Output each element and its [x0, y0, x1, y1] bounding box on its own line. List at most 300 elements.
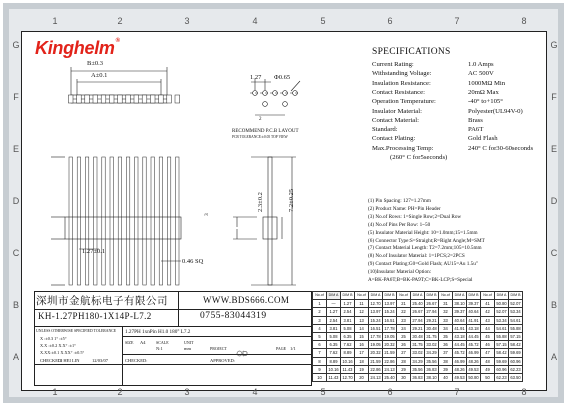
table-cell: 20.32 [384, 342, 395, 348]
table-cell: 41.91 [468, 317, 479, 323]
table-cell: 37 [439, 349, 453, 357]
table-cell: 8.89 [341, 349, 355, 357]
approved-label: APPROVED: [210, 358, 236, 363]
page-value: 1/1 [290, 346, 296, 351]
spec-row [372, 70, 494, 77]
grid-col-8-bottom: 8 [521, 387, 527, 397]
table-cell: 17.78 [370, 334, 381, 340]
note-line: (7) Contact Material Length: T2=7.2mm;105=10.5mm [368, 245, 482, 252]
table-cell: 12.70 [342, 374, 353, 380]
spec-row [372, 98, 503, 105]
table-cell: 50.80 [496, 301, 507, 307]
table-cell: 29 [397, 365, 411, 373]
pin [110, 157, 113, 285]
table-cell: 18 [355, 357, 369, 365]
table-cell: 26.67 [412, 309, 423, 315]
dim-h2: 3 [204, 213, 210, 216]
spec-row [372, 145, 533, 152]
table-cell: 2.54 [341, 308, 355, 316]
table-header: DIM B [467, 292, 481, 300]
table-cell: 5 [313, 332, 327, 340]
table-cell: 38.10 [454, 301, 465, 307]
page-label: PAGE [276, 346, 287, 351]
table-cell: 16.51 [384, 317, 395, 323]
table-cell: 36.83 [426, 366, 437, 372]
grid-row-G-left: G [12, 40, 20, 50]
table-cell: 53.34 [510, 309, 521, 315]
table-cell: 34 [439, 324, 453, 332]
grid-row-E-right: E [550, 144, 557, 154]
dim-total: 7.2±0.25 [288, 188, 295, 212]
table-cell: 24.13 [370, 374, 381, 380]
table-cell: 48 [481, 357, 495, 365]
dimension-table [312, 291, 523, 382]
spec-value: Polyester(UL94V-0) [468, 107, 523, 115]
pin-top [134, 95, 139, 103]
pin [77, 157, 80, 285]
table-row [313, 373, 523, 381]
table-cell: 29.21 [412, 325, 423, 331]
spec-label: Current Rating: [372, 61, 414, 68]
dim-pitch: 1.27 [250, 74, 262, 81]
table-cell: 19.05 [370, 342, 381, 348]
table-cell: 44 [481, 324, 495, 332]
table-header: DIM A [453, 292, 467, 300]
pin-top [150, 95, 155, 103]
table-cell: 44.45 [454, 342, 465, 348]
table-cell: 40.64 [454, 317, 465, 323]
dim-a-small: 2 [259, 117, 262, 122]
table-cell: 27 [397, 349, 411, 357]
table-cell: 6 [313, 341, 327, 349]
product-description: 1.27PH 1xnPin H1.0 180° L7.2 [125, 329, 191, 335]
table-cell: 13.97 [384, 301, 395, 307]
pin [85, 157, 88, 285]
pin [69, 157, 72, 285]
spec-value: (260° C for5seconds) [390, 154, 448, 161]
table-cell: 46 [481, 341, 495, 349]
table-cell: 12.70 [370, 301, 381, 307]
table-cell: 39.37 [454, 309, 465, 315]
scale-label: SCALE [156, 340, 169, 345]
pin [143, 157, 146, 285]
grid-col-5-bottom: 5 [320, 387, 326, 397]
table-cell: 16 [355, 341, 369, 349]
table-cell: 10 [313, 373, 327, 381]
pin-array [68, 95, 179, 285]
table-cell: 43 [481, 316, 495, 324]
table-cell: 29.21 [426, 317, 437, 323]
pin [126, 157, 129, 285]
table-row [313, 357, 523, 365]
table-cell: 23 [397, 316, 411, 324]
table-cell: 48.26 [468, 358, 479, 364]
table-cell: 62.23 [510, 366, 521, 372]
note-line: (1) Pin Spacing: 127=1.27mm [368, 198, 431, 204]
dim-a: A±0.1 [91, 72, 108, 79]
table-cell: 36 [439, 341, 453, 349]
note-line: A=BK-PA6T;B=BK-PA9T;C=BK-LCP;S=Special [368, 277, 473, 284]
table-cell: 34.29 [426, 350, 437, 356]
dim-insulator: 2.3±0.2 [257, 192, 264, 212]
table-cell: 41 [481, 300, 495, 308]
table-cell: 19.05 [384, 334, 395, 340]
spec-row [372, 80, 505, 87]
spec-label: Operation Temperature: [372, 98, 436, 106]
checked2-label: CHECKED: [125, 358, 148, 363]
pin [159, 157, 162, 285]
unit-value: mm [184, 346, 192, 351]
note-line: (5) Insulator Material Height: 10=1.0mm;15=1.5mm [368, 229, 478, 236]
table-cell: 10.16 [342, 358, 353, 364]
spec-row [372, 135, 498, 142]
spec-label: Withstanding Voltage: [372, 70, 432, 78]
table-row [313, 332, 523, 340]
table-cell: 22.86 [370, 366, 381, 372]
table-cell: 22 [397, 308, 411, 316]
grid-row-F-left: F [13, 92, 19, 102]
spec-label: Max.Processing Temp: [372, 144, 434, 152]
table-cell: 11.43 [341, 365, 355, 373]
part-number-notes [368, 198, 485, 285]
grid-col-7-bottom: 7 [454, 387, 460, 397]
tolerance-3: X.XX:±0.1 X.XX° :±0.5° [40, 350, 85, 355]
table-cell: 3.81 [327, 324, 341, 332]
table-cell: 38 [439, 357, 453, 365]
table-cell: 47 [481, 349, 495, 357]
spec-label: Contact Plating: [372, 135, 416, 143]
table-cell: 30.48 [412, 334, 423, 340]
table-header: DIM A [411, 292, 425, 300]
table-cell: 35.56 [412, 366, 423, 372]
table-cell: 26 [397, 341, 411, 349]
spec-row [372, 117, 483, 124]
table-cell: 15 [355, 332, 369, 340]
spec-value: Brass [468, 116, 483, 124]
table-cell: 4 [313, 324, 327, 332]
table-row [313, 324, 523, 332]
grid-col-6-bottom: 6 [387, 387, 393, 397]
table-cell: 48.26 [454, 366, 465, 372]
spec-value: Gold Flash [468, 135, 498, 143]
table-cell: 25.40 [384, 374, 395, 380]
table-cell: 6.35 [327, 341, 341, 349]
table-header: DIM A [495, 292, 509, 300]
table-cell: 19 [355, 365, 369, 373]
table-header: DIM B [341, 292, 355, 300]
table-cell: 1.27 [341, 300, 355, 308]
table-header: No.of [481, 292, 495, 300]
table-cell: 30 [397, 373, 411, 381]
pin [118, 157, 121, 285]
table-cell: 24 [397, 324, 411, 332]
table-cell: 52.07 [510, 301, 521, 307]
spec-value: 20mΩ Max [468, 88, 499, 96]
note-line: (2) Product Name: PH=Pin Header [368, 205, 441, 212]
spec-row [372, 108, 523, 115]
grid-col-7-top: 7 [454, 16, 460, 26]
table-row [313, 341, 523, 349]
spec-value: AC 500V [468, 70, 494, 78]
pin-top [85, 95, 90, 103]
grid-row-D-left: D [12, 196, 20, 206]
drawing-date: 12/03/07 [92, 358, 109, 363]
pin [167, 157, 170, 285]
phone: 0755-83044319 [200, 311, 267, 321]
table-cell: 49.53 [454, 374, 465, 380]
table-cell: 13 [355, 316, 369, 324]
pin-top [159, 95, 164, 103]
table-header-row [313, 292, 523, 300]
table-cell: 7 [313, 349, 327, 357]
grid-col-6-top: 6 [387, 16, 393, 26]
table-cell: 27.94 [426, 309, 437, 315]
spec-value: 1.0 Amps [468, 61, 494, 68]
table-cell: 22.86 [384, 358, 395, 364]
table-cell: 2 [313, 308, 327, 316]
table-cell: 40 [439, 373, 453, 381]
table-cell: 33 [439, 316, 453, 324]
table-header: DIM B [383, 292, 397, 300]
dim-b: B±0.3 [87, 60, 104, 67]
table-cell: 60.96 [496, 366, 507, 372]
table-cell: — [327, 300, 341, 308]
table-cell: 58.42 [496, 350, 507, 356]
table-cell: 21.59 [370, 358, 381, 364]
table-cell: 11.43 [327, 373, 341, 381]
scale-value: N:1 [156, 346, 163, 351]
table-cell: 3.81 [341, 316, 355, 324]
tolerance-2: X.X :±0.2 X.X° :±1° [40, 343, 76, 348]
table-cell: 13.97 [370, 309, 381, 315]
checked-label: CHECKED: [40, 358, 63, 363]
table-cell: 50.80 [468, 374, 479, 380]
spec-value: 240° C for30-60seconds [468, 144, 534, 152]
table-header: DIM A [369, 292, 383, 300]
table-cell: 5.08 [327, 332, 341, 340]
table-cell: 15.24 [384, 309, 395, 315]
table-cell: 54.61 [510, 317, 521, 323]
note-line: (4) No.of Pins Per Row: 1~50 [368, 221, 431, 228]
table-cell: 52.07 [496, 309, 507, 315]
pin-top [175, 95, 180, 103]
table-cell: 26.67 [426, 301, 437, 307]
projection-symbol [236, 344, 248, 351]
grid-col-8-top: 8 [521, 16, 527, 26]
pin-top [109, 95, 114, 103]
table-cell: 55.88 [496, 334, 507, 340]
table-cell: 46.99 [454, 358, 465, 364]
grid-col-2-top: 2 [117, 16, 123, 26]
table-cell: 53.34 [496, 317, 507, 323]
grid-row-B-right: B [550, 300, 557, 310]
pin-top [118, 95, 123, 103]
grid-col-2-bottom: 2 [117, 387, 123, 397]
table-cell: 8.89 [327, 357, 341, 365]
grid-col-1-bottom: 1 [52, 387, 58, 397]
table-cell: 11 [355, 300, 369, 308]
grid-row-C-right: C [550, 248, 558, 258]
table-cell: 45.72 [468, 342, 479, 348]
table-cell: 28 [397, 357, 411, 365]
table-cell: 25 [397, 332, 411, 340]
unit-label: UNIT [184, 340, 194, 345]
table-cell: 49 [481, 365, 495, 373]
grid-row-E-left: E [12, 144, 19, 154]
spec-label: Standard: [372, 126, 398, 134]
table-cell: 42 [481, 308, 495, 316]
table-cell: 43.18 [468, 325, 479, 331]
table-cell: 1 [313, 300, 327, 308]
table-cell: 2.54 [327, 316, 341, 324]
table-cell: 1.27 [327, 308, 341, 316]
spec-value: -40° to+105° [468, 98, 503, 106]
table-cell: 35.56 [426, 358, 437, 364]
table-cell: 9 [313, 365, 327, 373]
table-row [313, 349, 523, 357]
pin [151, 157, 154, 285]
grid-col-4-top: 4 [252, 16, 258, 26]
spec-row [372, 61, 494, 68]
spec-label: Insulation Resistance: [372, 79, 431, 87]
pin-top [68, 95, 73, 103]
spec-row [372, 89, 499, 96]
pcb-sublabel: PCB TOLERANCE:±0.05 TOP VIEW [232, 135, 288, 139]
table-cell: 5.08 [341, 324, 355, 332]
table-cell: 54.61 [496, 325, 507, 331]
table-cell: 59.69 [510, 350, 521, 356]
spec-value: 1000MΩ Min [468, 79, 506, 87]
pin-top [93, 95, 98, 103]
size-value: A4 [140, 340, 146, 345]
table-cell: 49.53 [468, 366, 479, 372]
specs-title: SPECIFICATIONS [372, 47, 451, 57]
table-cell: 57.15 [496, 342, 507, 348]
part-number: KH-1.27PH180-1X14P-L7.2 [38, 311, 152, 321]
size-label: SIZE [125, 340, 134, 345]
table-cell: 55.88 [510, 325, 521, 331]
table-cell: 63.50 [510, 374, 521, 380]
table-cell: 59.69 [496, 358, 507, 364]
table-cell: 57.15 [510, 334, 521, 340]
project-label: PROJECT [210, 346, 227, 351]
table-cell: 20 [355, 373, 369, 381]
table-cell: 30.48 [426, 325, 437, 331]
dim-hole: Φ0.65 [274, 74, 291, 81]
table-cell: 8 [313, 357, 327, 365]
table-cell: 31 [439, 300, 453, 308]
spec-label: Contact Material: [372, 116, 419, 124]
grid-row-A-right: A [550, 352, 557, 362]
spec-row [372, 126, 483, 133]
website: WWW.BDS666.COM [203, 295, 290, 305]
table-cell: 15.24 [370, 317, 381, 323]
table-cell: 7.62 [341, 341, 355, 349]
pin-top [77, 95, 82, 103]
table-header: No.of [313, 292, 327, 300]
table-cell: 44.45 [468, 334, 479, 340]
grid-row-F-right: F [551, 92, 557, 102]
kinghelm-logo: Kinghelm® [35, 38, 120, 58]
checked-name: LI HEI LIN [58, 358, 80, 363]
table-cell: 7.62 [327, 349, 341, 357]
table-cell: 21.59 [384, 350, 395, 356]
table-header: No.of [439, 292, 453, 300]
note-line: (3) No.of Rows: 1=Single Row;2=Dual Row [368, 213, 462, 220]
table-cell: 27.94 [412, 317, 423, 323]
table-cell: 36.83 [412, 374, 423, 380]
table-cell: 32 [439, 308, 453, 316]
spec-label: Contact Resistance: [372, 88, 425, 96]
table-cell: 12 [355, 308, 369, 316]
table-cell: 25.40 [412, 301, 423, 307]
table-cell: 50 [481, 373, 495, 381]
dim-pitch-tol: 1.27±0.1 [82, 248, 106, 255]
table-cell: 10.16 [328, 366, 339, 372]
spec-value: PA6T [468, 126, 484, 134]
grid-col-5-top: 5 [320, 16, 326, 26]
table-cell: 45.72 [454, 350, 465, 356]
table-cell: 38.10 [426, 374, 437, 380]
table-header: DIM A [327, 292, 341, 300]
spec-label: Insulator Material: [372, 107, 422, 115]
table-row [313, 308, 523, 316]
pcb-label: RECOMMEND P.C.B LAYOUT [232, 129, 299, 134]
spec-row [390, 154, 447, 161]
table-cell: 62.23 [496, 374, 507, 380]
table-header: DIM B [425, 292, 439, 300]
pin-top [142, 95, 147, 103]
grid-row-B-left: B [12, 300, 19, 310]
table-cell: 45 [481, 332, 495, 340]
table-cell: 17 [355, 349, 369, 357]
grid-col-1-top: 1 [52, 16, 58, 26]
pin [94, 157, 97, 285]
table-cell: 33.02 [412, 350, 423, 356]
table-cell: 31.75 [426, 334, 437, 340]
tolerance-title: UNLESS OTHERWISE SPECIFIED TOLERANCE [36, 329, 117, 333]
note-line: (9) Contact Plating:G0=Gold Flash; AU15=Au 1.5u" [368, 261, 478, 268]
table-cell: 39.37 [468, 301, 479, 307]
table-header: No.of [397, 292, 411, 300]
table-cell: 41.91 [454, 325, 465, 331]
pin [102, 157, 105, 285]
grid-row-G-right: G [550, 40, 558, 50]
table-row [313, 365, 523, 373]
dim-pin-sq: 0.46 SQ [182, 258, 204, 265]
table-header: DIM B [509, 292, 523, 300]
table-cell: 33.02 [426, 342, 437, 348]
company-name: 深圳市金航标电子有限公司 [36, 295, 168, 307]
table-cell: 17.78 [384, 325, 395, 331]
table-cell: 3 [313, 316, 327, 324]
table-cell: 31.75 [412, 342, 423, 348]
grid-col-3-bottom: 3 [184, 387, 190, 397]
table-cell: 20.32 [370, 350, 381, 356]
table-header: No.of [355, 292, 369, 300]
table-cell: 46.99 [468, 350, 479, 356]
table-cell: 6.35 [341, 332, 355, 340]
note-line: (6) Connector Type:S=Straight;R=Right Angle;M=SMT [368, 237, 485, 244]
pin-top [167, 95, 172, 103]
grid-row-D-right: D [550, 196, 558, 206]
table-cell: 21 [397, 300, 411, 308]
table-cell: 60.96 [510, 358, 521, 364]
note-line: (10)Insulator Material Option: [368, 269, 432, 276]
table-cell: 16.51 [370, 325, 381, 331]
grid-row-C-left: C [12, 248, 20, 258]
pin [135, 157, 138, 285]
